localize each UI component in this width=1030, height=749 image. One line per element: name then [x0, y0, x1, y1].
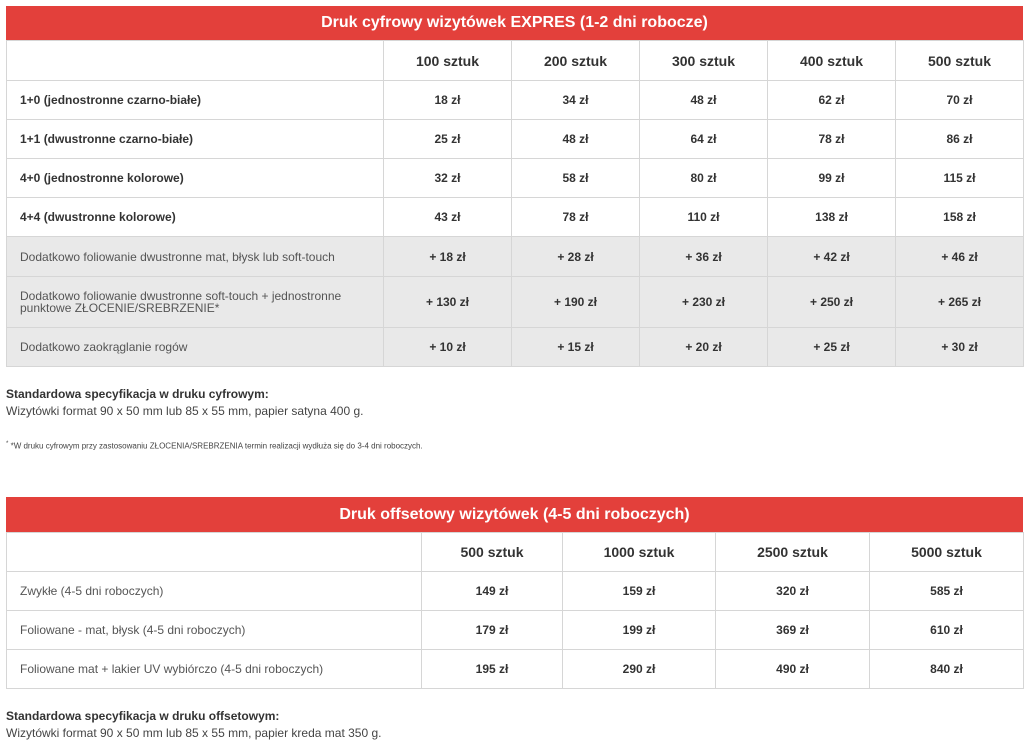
digital-col-header: 100 sztuk	[384, 41, 512, 81]
price-cell: + 28 zł	[512, 237, 640, 277]
price-cell: 320 zł	[716, 572, 870, 611]
offset-spec-title: Standardowa specyfikacja w druku offsetowym:	[6, 709, 280, 723]
price-cell: 86 zł	[896, 120, 1024, 159]
digital-col-header: 200 sztuk	[512, 41, 640, 81]
price-cell: 64 zł	[640, 120, 768, 159]
price-cell: 18 zł	[384, 81, 512, 120]
price-cell: 159 zł	[563, 572, 716, 611]
price-cell: + 10 zł	[384, 328, 512, 367]
price-cell: 490 zł	[716, 650, 870, 689]
offset-header-empty	[7, 533, 422, 572]
row-label: Dodatkowo zaokrąglanie rogów	[7, 328, 384, 367]
offset-table-title: Druk offsetowy wizytówek (4-5 dni roboczych)	[6, 497, 1023, 532]
price-cell: 149 zł	[422, 572, 563, 611]
price-cell: 48 zł	[640, 81, 768, 120]
price-cell: 290 zł	[563, 650, 716, 689]
price-cell: 195 zł	[422, 650, 563, 689]
price-cell: 585 zł	[870, 572, 1024, 611]
digital-header-empty	[7, 41, 384, 81]
price-cell: 610 zł	[870, 611, 1024, 650]
row-label: 1+0 (jednostronne czarno-białe)	[7, 81, 384, 120]
price-cell: 78 zł	[768, 120, 896, 159]
price-cell: 78 zł	[512, 198, 640, 237]
price-cell: + 42 zł	[768, 237, 896, 277]
digital-footnote	[6, 441, 423, 451]
digital-spec-title: Standardowa specyfikacja w druku cyfrowym:	[6, 387, 269, 401]
price-cell: + 30 zł	[896, 328, 1024, 367]
offset-col-header: 5000 sztuk	[870, 533, 1024, 572]
price-cell: 110 zł	[640, 198, 768, 237]
digital-header-row	[7, 41, 1024, 81]
price-cell: 199 zł	[563, 611, 716, 650]
row-label: 4+0 (jednostronne kolorowe)	[7, 159, 384, 198]
digital-table-title: Druk cyfrowy wizytówek EXPRES (1-2 dni robocze)	[6, 6, 1023, 40]
price-cell: + 46 zł	[896, 237, 1024, 277]
price-cell: 34 zł	[512, 81, 640, 120]
digital-spec-text: Wizytówki format 90 x 50 mm lub 85 x 55 mm, papier satyna 400 g.	[6, 404, 364, 418]
offset-price-table	[6, 497, 1023, 689]
row-label: Foliowane - mat, błysk (4-5 dni roboczych)	[7, 611, 422, 650]
price-cell: 25 zł	[384, 120, 512, 159]
price-cell: + 265 zł	[896, 277, 1024, 328]
row-label: Zwykłe (4-5 dni roboczych)	[7, 572, 422, 611]
table-row	[7, 120, 1024, 159]
price-cell: 179 zł	[422, 611, 563, 650]
table-row	[7, 611, 1024, 650]
price-cell: 43 zł	[384, 198, 512, 237]
row-label: Foliowane mat + lakier UV wybiórczo (4-5 dni roboczych)	[7, 650, 422, 689]
table-row	[7, 277, 1024, 328]
price-cell: + 25 zł	[768, 328, 896, 367]
price-cell: 62 zł	[768, 81, 896, 120]
price-cell: + 250 zł	[768, 277, 896, 328]
row-label: 4+4 (dwustronne kolorowe)	[7, 198, 384, 237]
digital-price-table	[6, 6, 1023, 367]
price-cell: + 20 zł	[640, 328, 768, 367]
price-cell: + 130 zł	[384, 277, 512, 328]
table-row	[7, 650, 1024, 689]
row-label: Dodatkowo foliowanie dwustronne mat, błysk lub soft-touch	[7, 237, 384, 277]
offset-table	[6, 532, 1024, 689]
offset-col-header: 1000 sztuk	[563, 533, 716, 572]
digital-col-header: 300 sztuk	[640, 41, 768, 81]
price-cell: + 18 zł	[384, 237, 512, 277]
price-cell: 369 zł	[716, 611, 870, 650]
row-label: Dodatkowo foliowanie dwustronne soft-touch + jednostronne punktowe ZŁOCENIE/SREBRZENIE*	[7, 277, 384, 328]
price-cell: + 15 zł	[512, 328, 640, 367]
price-cell: 70 zł	[896, 81, 1024, 120]
digital-spec	[6, 386, 363, 420]
offset-col-header: 500 sztuk	[422, 533, 563, 572]
row-label: 1+1 (dwustronne czarno-białe)	[7, 120, 384, 159]
offset-spec	[6, 708, 381, 742]
offset-col-header: 2500 sztuk	[716, 533, 870, 572]
offset-header-row	[7, 533, 1024, 572]
table-row	[7, 572, 1024, 611]
footnote-text: *W druku cyfrowym przy zastosowaniu ZŁOCENIA/SREBRZENIA termin realizacji wydłuża się do 3-4 dni roboczych.	[10, 441, 423, 451]
digital-col-header: 400 sztuk	[768, 41, 896, 81]
price-cell: + 190 zł	[512, 277, 640, 328]
price-cell: 138 zł	[768, 198, 896, 237]
table-row	[7, 159, 1024, 198]
table-row	[7, 81, 1024, 120]
price-cell: 115 zł	[896, 159, 1024, 198]
table-row	[7, 237, 1024, 277]
price-cell: 840 zł	[870, 650, 1024, 689]
offset-spec-text: Wizytówki format 90 x 50 mm lub 85 x 55 mm, papier kreda mat 350 g.	[6, 726, 382, 740]
digital-col-header: 500 sztuk	[896, 41, 1024, 81]
footnote-mark: *	[6, 441, 9, 447]
price-cell: + 36 zł	[640, 237, 768, 277]
price-cell: + 230 zł	[640, 277, 768, 328]
table-row	[7, 328, 1024, 367]
price-cell: 48 zł	[512, 120, 640, 159]
table-row	[7, 198, 1024, 237]
digital-table	[6, 40, 1024, 367]
price-cell: 80 zł	[640, 159, 768, 198]
price-cell: 58 zł	[512, 159, 640, 198]
price-cell: 99 zł	[768, 159, 896, 198]
price-cell: 158 zł	[896, 198, 1024, 237]
price-cell: 32 zł	[384, 159, 512, 198]
